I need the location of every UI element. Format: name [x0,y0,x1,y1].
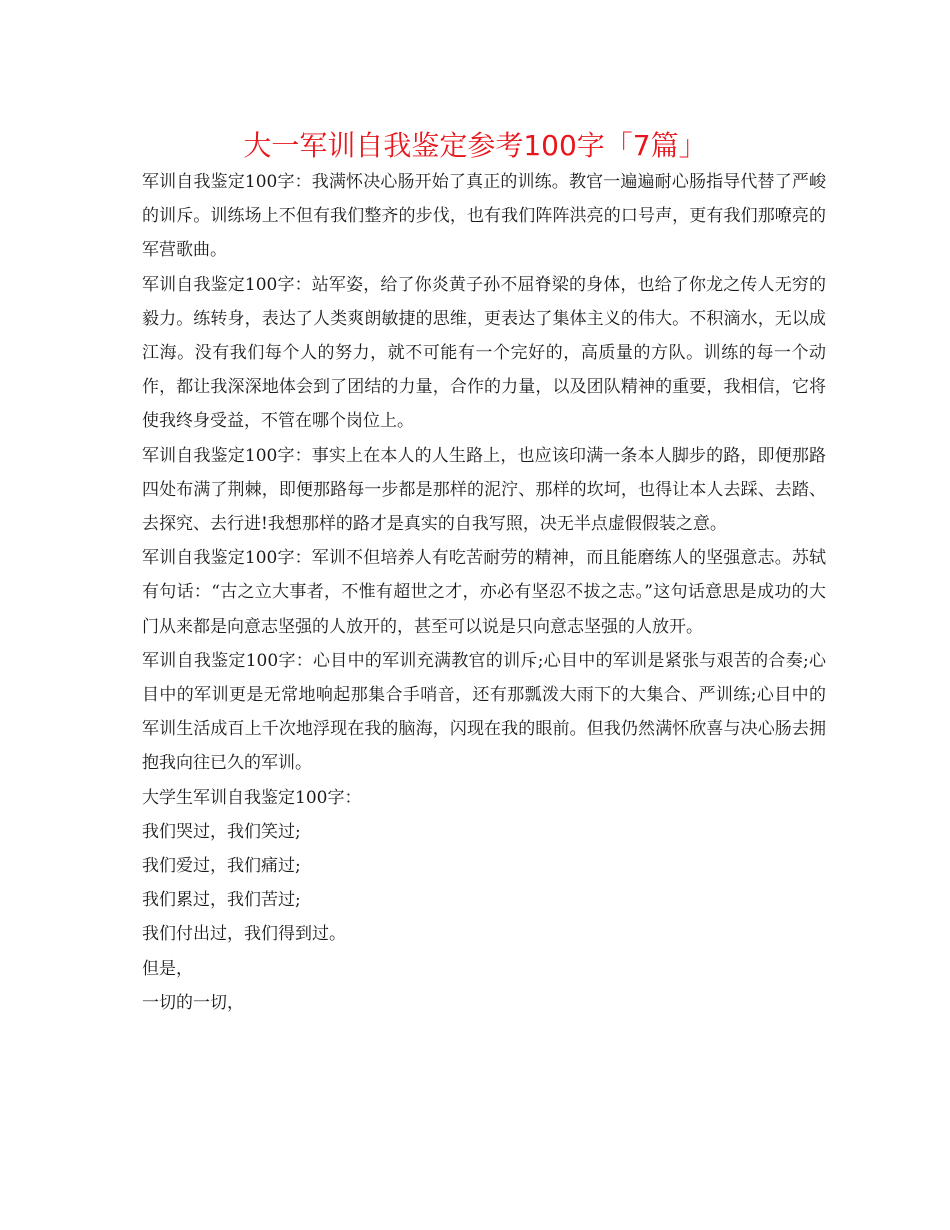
paragraph-1: 军训自我鉴定100字：我满怀决心肠开始了真正的训练。教官一遍遍耐心肠指导代替了严峻的训斥。训练场上不但有我们整齐的步伐，也有我们阵阵洪亮的口号声，更有我们那嘹亮的军营歌曲。 [142,172,826,261]
poem-line-5: 但是， [142,958,193,979]
section-heading: 大学生军训自我鉴定100字： [142,787,362,808]
paragraph-2: 军训自我鉴定100字：站军姿，给了你炎黄子孙不屈脊梁的身体，也给了你龙之传人无穷的毅力。练转身，表达了人类爽朗敏捷的思维，更表达了集体主义的伟大。不积滴水，无以成江海。没有我们每个人的努力，就不可能有一个完好的，高质量的方队。训练的每一个动作，都让我深深地体会到了团结的力量，合作的力量，以及团队精神的重要，我相信，它将使我终身受益，不管在哪个岗位上。 [142,274,826,432]
poem-line-2: 我们爱过，我们痛过; [142,856,301,877]
poem-line-1: 我们哭过，我们笑过; [142,821,301,842]
paragraph-5: 军训自我鉴定100字：心目中的军训充满教官的训斥;心目中的军训是紧张与艰苦的合奏;心目中的军训更是无常地响起那集合手哨音，还有那瓢泼大雨下的大集合、严训练;心目中的军训生活成百上千次地浮现在我的脑海，闪现在我的眼前。但我仍然满怀欣喜与决心肠去拥抱我向往已久的军训。 [142,650,826,774]
paragraph-4: 军训自我鉴定100字：军训不但培养人有吃苦耐劳的精神，而且能磨练人的坚强意志。苏轼有句话：“古之立大事者，不惟有超世之才，亦必有坚忍不拔之志。”这句话意思是成功的大门从来都是向意志坚强的人放开的，甚至可以说是只向意志坚强的人放开。 [142,548,826,637]
poem-line-6: 一切的一切， [142,992,244,1013]
poem-line-3: 我们累过，我们苦过; [142,890,301,911]
document-body [142,165,826,1020]
document-title: 大一军训自我鉴定参考100字「7篇」 [243,129,707,162]
poem-line-4: 我们付出过，我们得到过。 [142,924,346,945]
paragraph-3: 军训自我鉴定100字：事实上在本人的人生路上，也应该印满一条本人脚步的路，即便那路四处布满了荆棘，即便那路每一步都是那样的泥泞、那样的坎坷，也得让本人去踩、去踏、去探究、去行进!我想那样的路才是真实的自我写照，决无半点虚假假装之意。 [142,445,826,535]
